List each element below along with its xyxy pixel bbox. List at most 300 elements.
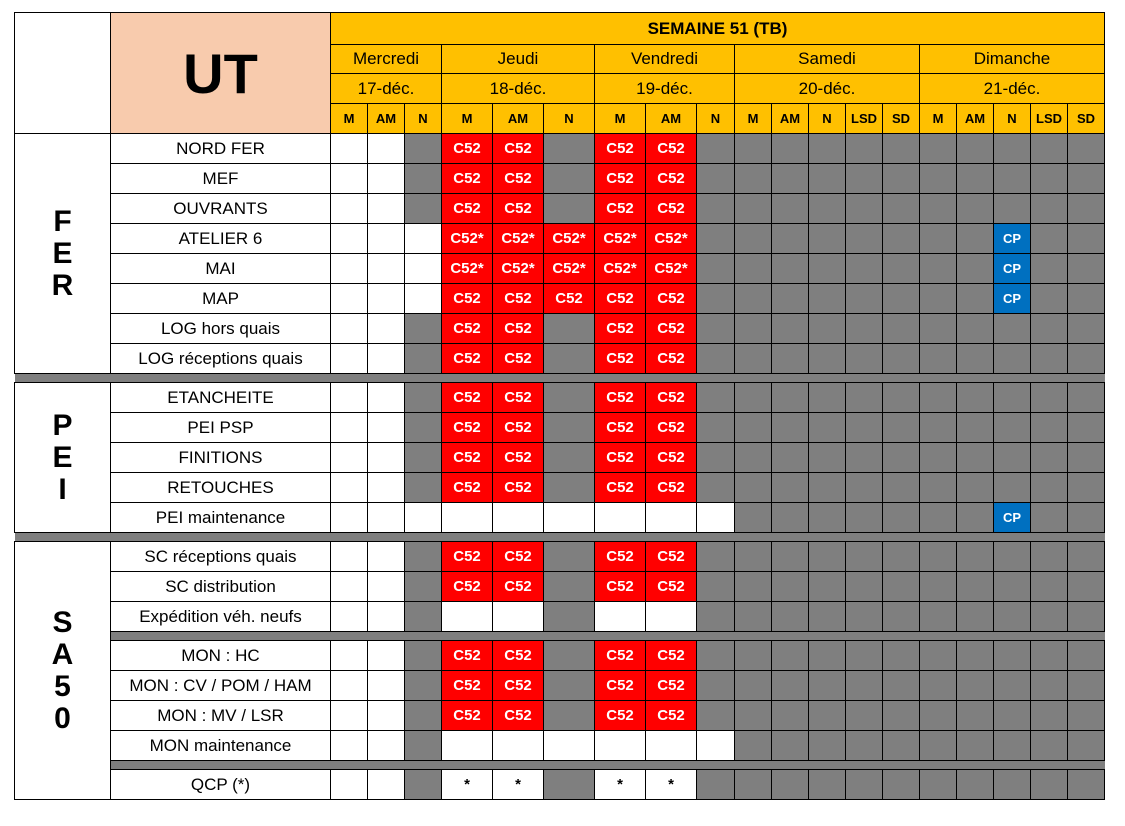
open-cell[interactable] <box>331 254 368 284</box>
closed-cell[interactable] <box>735 344 772 374</box>
closed-cell[interactable] <box>697 641 735 671</box>
assignment-cell[interactable]: C52 <box>493 164 544 194</box>
closed-cell[interactable] <box>697 284 735 314</box>
closed-cell[interactable] <box>544 314 595 344</box>
open-cell[interactable] <box>368 164 405 194</box>
closed-cell[interactable] <box>957 443 994 473</box>
closed-cell[interactable] <box>994 641 1031 671</box>
closed-cell[interactable] <box>697 194 735 224</box>
closed-cell[interactable] <box>1031 503 1068 533</box>
closed-cell[interactable] <box>735 443 772 473</box>
open-cell[interactable] <box>368 194 405 224</box>
closed-cell[interactable] <box>809 413 846 443</box>
assignment-cell[interactable]: C52 <box>646 443 697 473</box>
open-cell[interactable] <box>368 254 405 284</box>
closed-cell[interactable] <box>1031 164 1068 194</box>
closed-cell[interactable] <box>1031 770 1068 800</box>
open-cell[interactable] <box>331 134 368 164</box>
closed-cell[interactable] <box>957 572 994 602</box>
qcp-mark-cell[interactable]: * <box>646 770 697 800</box>
open-cell[interactable] <box>368 443 405 473</box>
closed-cell[interactable] <box>772 770 809 800</box>
open-cell[interactable] <box>368 671 405 701</box>
closed-cell[interactable] <box>697 443 735 473</box>
closed-cell[interactable] <box>697 383 735 413</box>
closed-cell[interactable] <box>1068 344 1105 374</box>
closed-cell[interactable] <box>697 224 735 254</box>
closed-cell[interactable] <box>544 134 595 164</box>
closed-cell[interactable] <box>957 503 994 533</box>
closed-cell[interactable] <box>883 641 920 671</box>
assignment-cell[interactable]: C52 <box>442 284 493 314</box>
closed-cell[interactable] <box>544 383 595 413</box>
open-cell[interactable] <box>368 572 405 602</box>
closed-cell[interactable] <box>994 602 1031 632</box>
closed-cell[interactable] <box>994 572 1031 602</box>
open-cell[interactable] <box>331 671 368 701</box>
assignment-cell[interactable]: C52 <box>595 164 646 194</box>
closed-cell[interactable] <box>405 413 442 443</box>
assignment-cell[interactable]: C52 <box>442 701 493 731</box>
assignment-cell[interactable]: C52 <box>646 473 697 503</box>
closed-cell[interactable] <box>772 503 809 533</box>
closed-cell[interactable] <box>846 194 883 224</box>
closed-cell[interactable] <box>1031 344 1068 374</box>
closed-cell[interactable] <box>846 443 883 473</box>
closed-cell[interactable] <box>1031 413 1068 443</box>
closed-cell[interactable] <box>735 731 772 761</box>
closed-cell[interactable] <box>772 164 809 194</box>
closed-cell[interactable] <box>920 701 957 731</box>
assignment-cell[interactable]: C52 <box>595 314 646 344</box>
assignment-cell[interactable]: C52 <box>595 641 646 671</box>
closed-cell[interactable] <box>846 701 883 731</box>
closed-cell[interactable] <box>697 542 735 572</box>
closed-cell[interactable] <box>809 572 846 602</box>
closed-cell[interactable] <box>405 641 442 671</box>
assignment-cell[interactable]: C52* <box>442 224 493 254</box>
closed-cell[interactable] <box>883 344 920 374</box>
assignment-cell[interactable]: C52 <box>646 671 697 701</box>
open-cell[interactable] <box>646 503 697 533</box>
closed-cell[interactable] <box>1031 641 1068 671</box>
open-cell[interactable] <box>331 572 368 602</box>
open-cell[interactable] <box>331 473 368 503</box>
closed-cell[interactable] <box>735 383 772 413</box>
closed-cell[interactable] <box>957 254 994 284</box>
closed-cell[interactable] <box>405 314 442 344</box>
closed-cell[interactable] <box>994 473 1031 503</box>
assignment-cell[interactable]: C52 <box>442 542 493 572</box>
assignment-cell[interactable]: C52* <box>493 224 544 254</box>
assignment-cell[interactable]: C52 <box>595 383 646 413</box>
closed-cell[interactable] <box>697 134 735 164</box>
closed-cell[interactable] <box>994 164 1031 194</box>
closed-cell[interactable] <box>883 542 920 572</box>
assignment-cell[interactable]: C52 <box>493 542 544 572</box>
closed-cell[interactable] <box>846 770 883 800</box>
closed-cell[interactable] <box>920 671 957 701</box>
closed-cell[interactable] <box>405 344 442 374</box>
closed-cell[interactable] <box>920 503 957 533</box>
assignment-cell[interactable]: C52 <box>646 284 697 314</box>
open-cell[interactable] <box>331 413 368 443</box>
closed-cell[interactable] <box>957 671 994 701</box>
closed-cell[interactable] <box>697 164 735 194</box>
assignment-cell[interactable]: C52 <box>493 413 544 443</box>
closed-cell[interactable] <box>1068 671 1105 701</box>
closed-cell[interactable] <box>809 224 846 254</box>
assignment-cell[interactable]: C52 <box>544 284 595 314</box>
closed-cell[interactable] <box>883 314 920 344</box>
closed-cell[interactable] <box>1068 383 1105 413</box>
closed-cell[interactable] <box>405 134 442 164</box>
closed-cell[interactable] <box>1068 224 1105 254</box>
closed-cell[interactable] <box>957 602 994 632</box>
closed-cell[interactable] <box>957 542 994 572</box>
closed-cell[interactable] <box>697 770 735 800</box>
assignment-cell[interactable]: C52 <box>493 572 544 602</box>
assignment-cell[interactable]: C52* <box>493 254 544 284</box>
closed-cell[interactable] <box>1068 542 1105 572</box>
closed-cell[interactable] <box>405 164 442 194</box>
closed-cell[interactable] <box>846 731 883 761</box>
closed-cell[interactable] <box>1068 602 1105 632</box>
closed-cell[interactable] <box>405 602 442 632</box>
assignment-cell[interactable]: C52 <box>595 134 646 164</box>
assignment-cell[interactable]: C52 <box>442 473 493 503</box>
closed-cell[interactable] <box>846 602 883 632</box>
closed-cell[interactable] <box>405 542 442 572</box>
closed-cell[interactable] <box>883 254 920 284</box>
closed-cell[interactable] <box>1068 473 1105 503</box>
closed-cell[interactable] <box>846 314 883 344</box>
assignment-cell[interactable]: C52* <box>544 254 595 284</box>
closed-cell[interactable] <box>994 443 1031 473</box>
closed-cell[interactable] <box>544 344 595 374</box>
closed-cell[interactable] <box>1031 383 1068 413</box>
closed-cell[interactable] <box>883 443 920 473</box>
open-cell[interactable] <box>646 731 697 761</box>
open-cell[interactable] <box>493 602 544 632</box>
closed-cell[interactable] <box>920 572 957 602</box>
open-cell[interactable] <box>405 503 442 533</box>
closed-cell[interactable] <box>809 503 846 533</box>
assignment-cell[interactable]: C52* <box>646 254 697 284</box>
closed-cell[interactable] <box>405 383 442 413</box>
assignment-cell[interactable]: C52 <box>646 344 697 374</box>
assignment-cell[interactable]: C52* <box>595 254 646 284</box>
closed-cell[interactable] <box>1068 443 1105 473</box>
open-cell[interactable] <box>442 503 493 533</box>
closed-cell[interactable] <box>735 134 772 164</box>
closed-cell[interactable] <box>809 344 846 374</box>
leave-cell[interactable]: CP <box>994 503 1031 533</box>
closed-cell[interactable] <box>809 383 846 413</box>
closed-cell[interactable] <box>920 602 957 632</box>
closed-cell[interactable] <box>883 731 920 761</box>
open-cell[interactable] <box>331 542 368 572</box>
closed-cell[interactable] <box>809 164 846 194</box>
closed-cell[interactable] <box>883 602 920 632</box>
open-cell[interactable] <box>405 224 442 254</box>
closed-cell[interactable] <box>994 731 1031 761</box>
open-cell[interactable] <box>368 602 405 632</box>
closed-cell[interactable] <box>994 383 1031 413</box>
open-cell[interactable] <box>595 503 646 533</box>
qcp-mark-cell[interactable]: * <box>493 770 544 800</box>
open-cell[interactable] <box>368 701 405 731</box>
closed-cell[interactable] <box>544 701 595 731</box>
closed-cell[interactable] <box>883 194 920 224</box>
assignment-cell[interactable]: C52 <box>442 383 493 413</box>
closed-cell[interactable] <box>883 413 920 443</box>
assignment-cell[interactable]: C52 <box>442 164 493 194</box>
assignment-cell[interactable]: C52 <box>442 413 493 443</box>
closed-cell[interactable] <box>809 443 846 473</box>
closed-cell[interactable] <box>735 224 772 254</box>
closed-cell[interactable] <box>809 671 846 701</box>
closed-cell[interactable] <box>1068 701 1105 731</box>
closed-cell[interactable] <box>920 344 957 374</box>
closed-cell[interactable] <box>544 473 595 503</box>
closed-cell[interactable] <box>772 473 809 503</box>
closed-cell[interactable] <box>735 194 772 224</box>
open-cell[interactable] <box>331 194 368 224</box>
closed-cell[interactable] <box>920 164 957 194</box>
closed-cell[interactable] <box>405 473 442 503</box>
closed-cell[interactable] <box>772 314 809 344</box>
closed-cell[interactable] <box>994 134 1031 164</box>
closed-cell[interactable] <box>846 383 883 413</box>
open-cell[interactable] <box>368 473 405 503</box>
closed-cell[interactable] <box>544 542 595 572</box>
closed-cell[interactable] <box>920 770 957 800</box>
closed-cell[interactable] <box>994 344 1031 374</box>
assignment-cell[interactable]: C52 <box>595 284 646 314</box>
open-cell[interactable] <box>331 383 368 413</box>
closed-cell[interactable] <box>957 224 994 254</box>
assignment-cell[interactable]: C52 <box>493 671 544 701</box>
closed-cell[interactable] <box>405 671 442 701</box>
assignment-cell[interactable]: C52 <box>442 314 493 344</box>
open-cell[interactable] <box>331 503 368 533</box>
open-cell[interactable] <box>368 224 405 254</box>
closed-cell[interactable] <box>994 194 1031 224</box>
open-cell[interactable] <box>368 413 405 443</box>
closed-cell[interactable] <box>920 134 957 164</box>
assignment-cell[interactable]: C52 <box>493 473 544 503</box>
closed-cell[interactable] <box>772 254 809 284</box>
closed-cell[interactable] <box>957 134 994 164</box>
open-cell[interactable] <box>368 284 405 314</box>
closed-cell[interactable] <box>883 473 920 503</box>
closed-cell[interactable] <box>735 284 772 314</box>
closed-cell[interactable] <box>735 413 772 443</box>
closed-cell[interactable] <box>772 572 809 602</box>
open-cell[interactable] <box>368 503 405 533</box>
open-cell[interactable] <box>331 641 368 671</box>
closed-cell[interactable] <box>1031 473 1068 503</box>
assignment-cell[interactable]: C52 <box>646 572 697 602</box>
assignment-cell[interactable]: C52 <box>442 671 493 701</box>
closed-cell[interactable] <box>1068 770 1105 800</box>
leave-cell[interactable]: CP <box>994 224 1031 254</box>
closed-cell[interactable] <box>697 254 735 284</box>
closed-cell[interactable] <box>735 314 772 344</box>
closed-cell[interactable] <box>920 413 957 443</box>
closed-cell[interactable] <box>809 542 846 572</box>
closed-cell[interactable] <box>809 473 846 503</box>
closed-cell[interactable] <box>994 701 1031 731</box>
open-cell[interactable] <box>368 344 405 374</box>
open-cell[interactable] <box>331 770 368 800</box>
closed-cell[interactable] <box>735 542 772 572</box>
closed-cell[interactable] <box>1031 284 1068 314</box>
closed-cell[interactable] <box>883 134 920 164</box>
closed-cell[interactable] <box>772 602 809 632</box>
open-cell[interactable] <box>368 770 405 800</box>
open-cell[interactable] <box>595 731 646 761</box>
closed-cell[interactable] <box>994 314 1031 344</box>
closed-cell[interactable] <box>1031 731 1068 761</box>
assignment-cell[interactable]: C52* <box>544 224 595 254</box>
assignment-cell[interactable]: C52* <box>595 224 646 254</box>
closed-cell[interactable] <box>405 770 442 800</box>
assignment-cell[interactable]: C52 <box>493 134 544 164</box>
open-cell[interactable] <box>331 731 368 761</box>
closed-cell[interactable] <box>772 443 809 473</box>
closed-cell[interactable] <box>1031 701 1068 731</box>
open-cell[interactable] <box>544 503 595 533</box>
assignment-cell[interactable]: C52 <box>646 542 697 572</box>
assignment-cell[interactable]: C52 <box>646 413 697 443</box>
closed-cell[interactable] <box>883 572 920 602</box>
open-cell[interactable] <box>368 542 405 572</box>
closed-cell[interactable] <box>1068 641 1105 671</box>
closed-cell[interactable] <box>1068 731 1105 761</box>
closed-cell[interactable] <box>544 164 595 194</box>
assignment-cell[interactable]: C52 <box>646 314 697 344</box>
closed-cell[interactable] <box>1031 602 1068 632</box>
closed-cell[interactable] <box>544 194 595 224</box>
closed-cell[interactable] <box>920 224 957 254</box>
closed-cell[interactable] <box>846 671 883 701</box>
closed-cell[interactable] <box>1068 134 1105 164</box>
open-cell[interactable] <box>368 641 405 671</box>
closed-cell[interactable] <box>957 770 994 800</box>
closed-cell[interactable] <box>846 413 883 443</box>
closed-cell[interactable] <box>697 413 735 443</box>
closed-cell[interactable] <box>809 770 846 800</box>
open-cell[interactable] <box>646 602 697 632</box>
closed-cell[interactable] <box>735 770 772 800</box>
assignment-cell[interactable]: C52* <box>442 254 493 284</box>
closed-cell[interactable] <box>544 572 595 602</box>
closed-cell[interactable] <box>883 770 920 800</box>
closed-cell[interactable] <box>544 641 595 671</box>
leave-cell[interactable]: CP <box>994 284 1031 314</box>
closed-cell[interactable] <box>772 383 809 413</box>
qcp-mark-cell[interactable]: * <box>595 770 646 800</box>
open-cell[interactable] <box>331 602 368 632</box>
assignment-cell[interactable]: C52 <box>595 671 646 701</box>
closed-cell[interactable] <box>846 164 883 194</box>
closed-cell[interactable] <box>920 473 957 503</box>
assignment-cell[interactable]: C52 <box>493 314 544 344</box>
assignment-cell[interactable]: C52 <box>442 443 493 473</box>
closed-cell[interactable] <box>772 344 809 374</box>
closed-cell[interactable] <box>883 224 920 254</box>
closed-cell[interactable] <box>405 194 442 224</box>
closed-cell[interactable] <box>1031 443 1068 473</box>
closed-cell[interactable] <box>957 641 994 671</box>
open-cell[interactable] <box>697 731 735 761</box>
assignment-cell[interactable]: C52 <box>493 641 544 671</box>
closed-cell[interactable] <box>772 542 809 572</box>
assignment-cell[interactable]: C52 <box>646 194 697 224</box>
closed-cell[interactable] <box>809 314 846 344</box>
closed-cell[interactable] <box>772 701 809 731</box>
open-cell[interactable] <box>493 503 544 533</box>
closed-cell[interactable] <box>846 503 883 533</box>
open-cell[interactable] <box>331 284 368 314</box>
assignment-cell[interactable]: C52 <box>493 344 544 374</box>
assignment-cell[interactable]: C52 <box>595 443 646 473</box>
closed-cell[interactable] <box>735 671 772 701</box>
open-cell[interactable] <box>442 602 493 632</box>
closed-cell[interactable] <box>1031 224 1068 254</box>
assignment-cell[interactable]: C52 <box>595 542 646 572</box>
closed-cell[interactable] <box>1068 572 1105 602</box>
closed-cell[interactable] <box>957 383 994 413</box>
assignment-cell[interactable]: C52 <box>442 344 493 374</box>
closed-cell[interactable] <box>1068 254 1105 284</box>
closed-cell[interactable] <box>809 731 846 761</box>
assignment-cell[interactable]: C52 <box>595 701 646 731</box>
closed-cell[interactable] <box>846 224 883 254</box>
closed-cell[interactable] <box>883 284 920 314</box>
open-cell[interactable] <box>697 503 735 533</box>
open-cell[interactable] <box>368 731 405 761</box>
closed-cell[interactable] <box>1031 134 1068 164</box>
closed-cell[interactable] <box>772 641 809 671</box>
closed-cell[interactable] <box>920 542 957 572</box>
closed-cell[interactable] <box>994 413 1031 443</box>
closed-cell[interactable] <box>809 284 846 314</box>
closed-cell[interactable] <box>920 383 957 413</box>
closed-cell[interactable] <box>697 572 735 602</box>
closed-cell[interactable] <box>735 473 772 503</box>
assignment-cell[interactable]: C52 <box>493 443 544 473</box>
closed-cell[interactable] <box>883 503 920 533</box>
closed-cell[interactable] <box>883 164 920 194</box>
closed-cell[interactable] <box>405 701 442 731</box>
open-cell[interactable] <box>544 731 595 761</box>
closed-cell[interactable] <box>735 572 772 602</box>
closed-cell[interactable] <box>772 413 809 443</box>
closed-cell[interactable] <box>772 194 809 224</box>
closed-cell[interactable] <box>846 542 883 572</box>
open-cell[interactable] <box>331 164 368 194</box>
assignment-cell[interactable]: C52 <box>646 134 697 164</box>
closed-cell[interactable] <box>1068 503 1105 533</box>
closed-cell[interactable] <box>697 344 735 374</box>
open-cell[interactable] <box>405 254 442 284</box>
closed-cell[interactable] <box>772 224 809 254</box>
assignment-cell[interactable]: C52 <box>595 413 646 443</box>
closed-cell[interactable] <box>809 134 846 164</box>
